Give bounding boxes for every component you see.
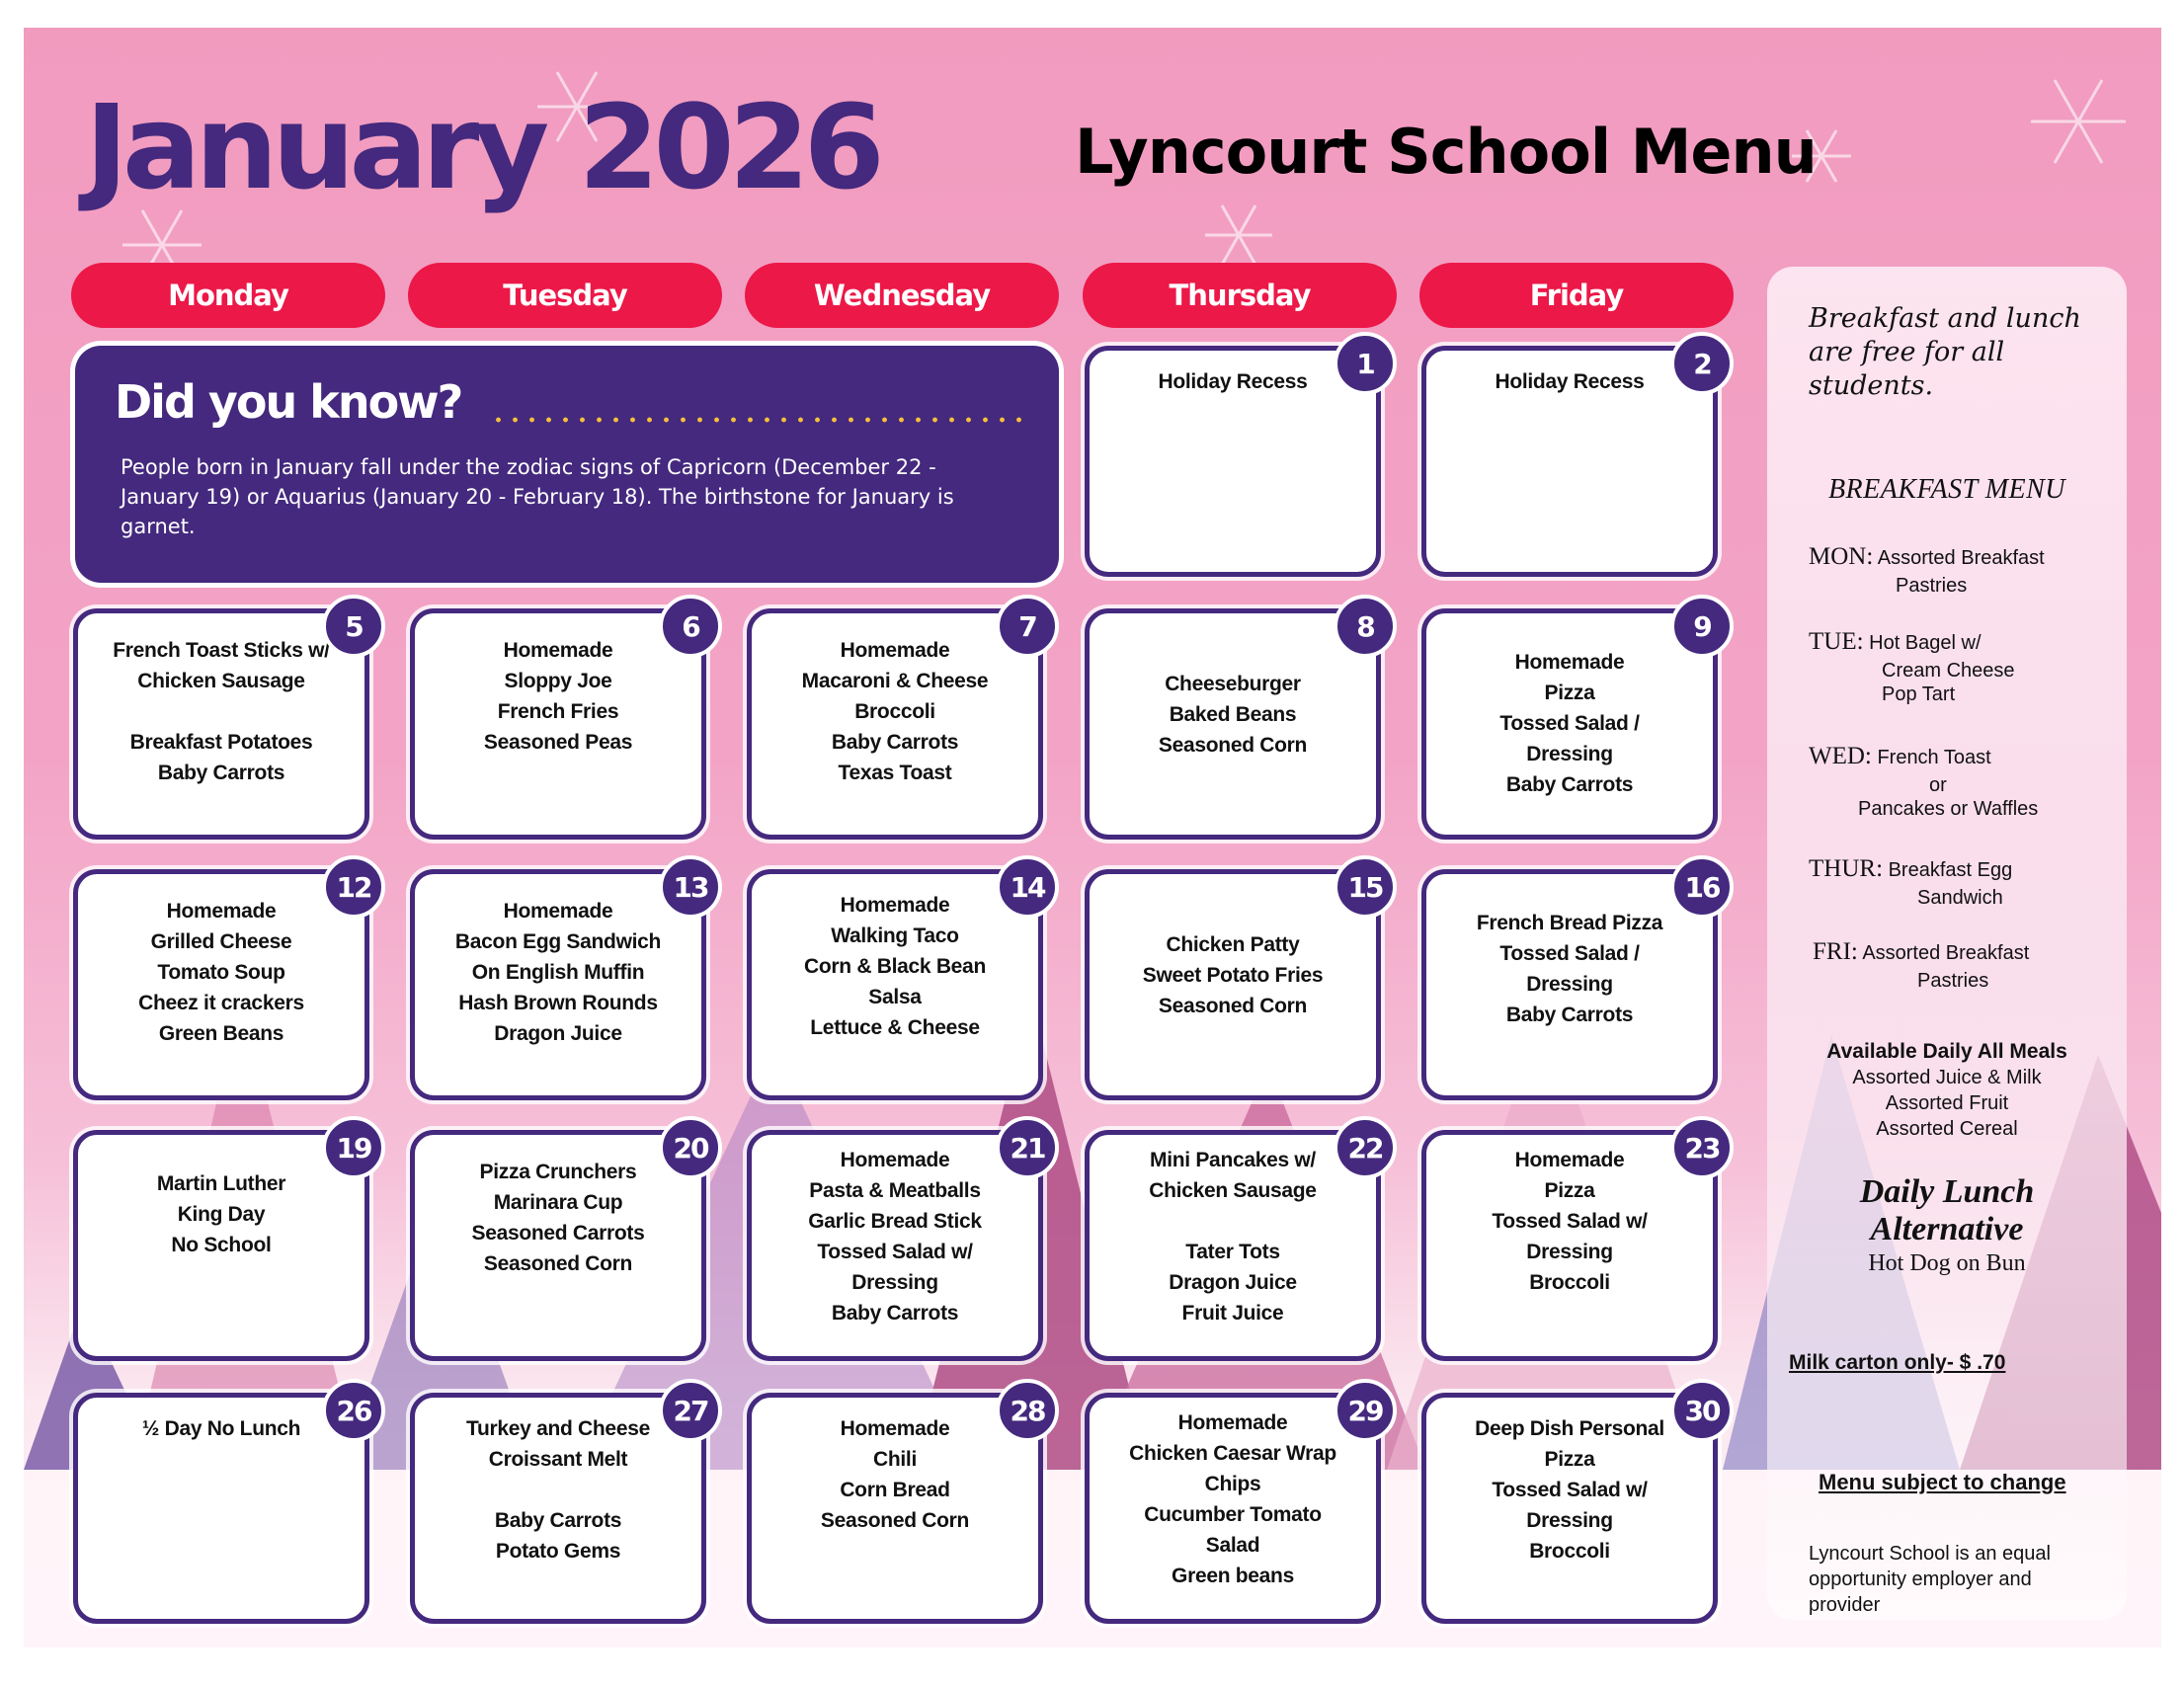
breakfast-day: THUR bbox=[1809, 855, 1877, 882]
milk-price: Milk carton only- $ .70 bbox=[1789, 1351, 2006, 1374]
breakfast-line: Cream Cheese bbox=[1882, 660, 2015, 682]
day-number-badge: 20 bbox=[659, 1116, 722, 1179]
day-number-badge: 8 bbox=[1334, 595, 1397, 658]
weekday-header-tuesday: Tuesday bbox=[408, 263, 722, 328]
school-title: Lyncourt School Menu bbox=[1075, 116, 1817, 188]
calendar-day-cell bbox=[410, 1130, 706, 1361]
breakfast-day: MON bbox=[1809, 543, 1867, 570]
breakfast-line: Breakfast Egg bbox=[1888, 859, 2013, 881]
breakfast-item-wed bbox=[1809, 743, 2105, 823]
day-menu-text: Homemade Macaroni & Cheese Broccoli Baby Carrots Texas Toast bbox=[801, 639, 989, 784]
breakfast-line: Pastries bbox=[1917, 970, 1989, 992]
calendar-day-cell bbox=[1085, 346, 1381, 577]
calendar-day-cell bbox=[747, 608, 1043, 840]
day-menu-text: Homemade Grilled Cheese Tomato Soup Cheez it crackers Green Beans bbox=[138, 900, 304, 1045]
daily-lunch-alternative bbox=[1767, 1173, 2127, 1278]
breakfast-line: or bbox=[1929, 774, 1947, 796]
info-sidebar bbox=[1767, 267, 2127, 1620]
day-number-badge: 29 bbox=[1334, 1379, 1397, 1442]
breakfast-line: Hot Bagel w/ bbox=[1869, 632, 1982, 654]
day-menu-text: Cheeseburger Baked Beans Seasoned Corn bbox=[1158, 673, 1308, 757]
colon: : bbox=[1856, 628, 1864, 655]
day-menu-text: Homemade Pasta & Meatballs Garlic Bread Stick Tossed Salad w/ Dressing Baby Carrots bbox=[808, 1149, 982, 1325]
calendar-day-cell bbox=[1085, 608, 1381, 840]
calendar-day-cell bbox=[410, 608, 706, 840]
day-menu-text: Homemade Walking Taco Corn & Black Bean Salsa Lettuce & Cheese bbox=[804, 894, 986, 1039]
colon: : bbox=[1876, 855, 1884, 882]
calendar-day-cell bbox=[1421, 1130, 1718, 1361]
calendar-day-cell bbox=[73, 1130, 369, 1361]
colon: : bbox=[1866, 543, 1874, 570]
day-menu-text: French Bread Pizza Tossed Salad / Dressing Baby Carrots bbox=[1476, 912, 1663, 1026]
lunch-alt-item: Hot Dog on Bun bbox=[1868, 1250, 2026, 1276]
day-menu-text: Homemade Chili Corn Bread Seasoned Corn bbox=[820, 1417, 970, 1532]
weekday-header-monday: Monday bbox=[71, 263, 385, 328]
day-menu-text: Mini Pancakes w/ Chicken Sausage Tater Tots Dragon Juice Fruit Juice bbox=[1149, 1149, 1317, 1325]
breakfast-line: Sandwich bbox=[1917, 887, 2003, 909]
calendar-day-cell bbox=[1085, 1393, 1381, 1624]
day-menu-text: Turkey and Cheese Croissant Melt Baby Carrots Potato Gems bbox=[466, 1417, 650, 1563]
day-menu-text: Homemade Sloppy Joe French Fries Seasoned Peas bbox=[483, 639, 633, 754]
day-menu-text: Martin Luther King Day No School bbox=[156, 1172, 286, 1256]
breakfast-line: Assorted Breakfast bbox=[1877, 547, 2045, 569]
available-item: Assorted Cereal bbox=[1876, 1118, 2018, 1140]
weekday-header-thursday: Thursday bbox=[1083, 263, 1397, 328]
breakfast-item-tue bbox=[1809, 628, 2105, 708]
calendar-day-cell bbox=[1421, 346, 1718, 577]
breakfast-item-thur bbox=[1809, 855, 2105, 912]
calendar-day-cell bbox=[1421, 869, 1718, 1100]
available-item: Assorted Fruit bbox=[1885, 1092, 2009, 1114]
day-menu-text: French Toast Sticks w/ Chicken Sausage Breakfast Potatoes Baby Carrots bbox=[113, 639, 330, 784]
day-number-badge: 30 bbox=[1670, 1379, 1734, 1442]
day-menu-text: ½ Day No Lunch bbox=[141, 1417, 301, 1440]
colon: : bbox=[1864, 743, 1872, 769]
snowflake-icon bbox=[1205, 205, 1272, 265]
breakfast-day: WED bbox=[1809, 743, 1865, 769]
menu-subject-to-change: Menu subject to change bbox=[1819, 1470, 2066, 1494]
day-number-badge: 22 bbox=[1334, 1116, 1397, 1179]
breakfast-line: Pastries bbox=[1896, 575, 1968, 597]
did-you-know-body: People born in January fall under the zodiac signs of Capricorn (December 22 - January 19) or Aquarius (January 20 - February 18). The birthstone for January is garnet. bbox=[121, 455, 954, 538]
calendar-day-cell bbox=[410, 1393, 706, 1624]
month-title: January 2026 bbox=[85, 79, 879, 215]
day-menu-text: Homemade Pizza Tossed Salad / Dressing Baby Carrots bbox=[1499, 651, 1640, 796]
day-number-badge: 5 bbox=[322, 595, 385, 658]
day-number-badge: 13 bbox=[659, 855, 722, 919]
day-number-badge: 1 bbox=[1334, 332, 1397, 395]
day-number-badge: 7 bbox=[996, 595, 1059, 658]
snowflake-icon bbox=[2031, 80, 2126, 163]
available-item: Assorted Juice & Milk bbox=[1852, 1067, 2042, 1088]
calendar-day-cell bbox=[747, 1130, 1043, 1361]
calendar-day-cell bbox=[747, 1393, 1043, 1624]
breakfast-day: TUE bbox=[1809, 628, 1857, 655]
day-menu-text: Holiday Recess bbox=[1158, 370, 1308, 393]
day-menu-text: Deep Dish Personal Pizza Tossed Salad w/ Dressing Broccoli bbox=[1475, 1417, 1664, 1563]
equal-opportunity-note: Lyncourt School is an equal opportunity employer and provider bbox=[1809, 1543, 2051, 1616]
breakfast-day: FRI bbox=[1813, 938, 1851, 965]
weekday-header-friday: Friday bbox=[1419, 263, 1734, 328]
day-number-badge: 19 bbox=[322, 1116, 385, 1179]
day-number-badge: 14 bbox=[996, 855, 1059, 919]
breakfast-line: Assorted Breakfast bbox=[1862, 942, 2030, 964]
day-number-badge: 26 bbox=[322, 1379, 385, 1442]
calendar-day-cell bbox=[73, 1393, 369, 1624]
calendar-day-cell bbox=[73, 869, 369, 1100]
day-number-badge: 12 bbox=[322, 855, 385, 919]
day-menu-text: Homemade Pizza Tossed Salad w/ Dressing Broccoli bbox=[1492, 1149, 1648, 1294]
calendar-day-cell bbox=[747, 869, 1043, 1100]
day-menu-text: Homemade Chicken Caesar Wrap Chips Cucumber Tomato Salad Green beans bbox=[1129, 1411, 1336, 1587]
day-menu-text: Homemade Bacon Egg Sandwich On English Muffin Hash Brown Rounds Dragon Juice bbox=[454, 900, 662, 1045]
day-number-badge: 16 bbox=[1670, 855, 1734, 919]
day-number-badge: 28 bbox=[996, 1379, 1059, 1442]
day-menu-text: Chicken Patty Sweet Potato Fries Seasoned Corn bbox=[1142, 933, 1324, 1017]
lunch-alt-title: Daily Lunch bbox=[1859, 1173, 2035, 1210]
lunch-alt-title: Alternative bbox=[1870, 1211, 2024, 1247]
calendar-day-cell bbox=[1421, 608, 1718, 840]
breakfast-item-fri bbox=[1813, 938, 2109, 995]
breakfast-item-mon bbox=[1809, 543, 2105, 600]
day-menu-text: Pizza Crunchers Marinara Cup Seasoned Carrots Seasoned Corn bbox=[471, 1161, 645, 1275]
calendar-day-cell bbox=[1085, 1130, 1381, 1361]
breakfast-menu-title: BREAKFAST MENU bbox=[1827, 474, 2066, 505]
breakfast-line: Pancakes or Waffles bbox=[1858, 798, 2039, 820]
day-number-badge: 21 bbox=[996, 1116, 1059, 1179]
breakfast-line: Pop Tart bbox=[1882, 683, 1956, 705]
day-number-badge: 15 bbox=[1334, 855, 1397, 919]
colon: : bbox=[1850, 938, 1858, 965]
available-daily-title: Available Daily All Meals bbox=[1826, 1040, 2067, 1063]
menu-page bbox=[24, 28, 2161, 1648]
day-menu-text: Holiday Recess bbox=[1495, 370, 1645, 393]
free-meals-note: Breakfast and lunch are free for all students. bbox=[1809, 303, 2081, 401]
weekday-header-wednesday: Wednesday bbox=[745, 263, 1059, 328]
day-number-badge: 9 bbox=[1670, 595, 1734, 658]
did-you-know-box bbox=[75, 346, 1059, 583]
calendar-day-cell bbox=[73, 608, 369, 840]
day-number-badge: 27 bbox=[659, 1379, 722, 1442]
available-daily bbox=[1767, 1039, 2127, 1142]
day-number-badge: 6 bbox=[659, 595, 722, 658]
calendar-day-cell bbox=[410, 869, 706, 1100]
day-number-badge: 2 bbox=[1670, 332, 1734, 395]
calendar-day-cell bbox=[1421, 1393, 1718, 1624]
dotted-divider bbox=[490, 417, 1023, 423]
day-number-badge: 23 bbox=[1670, 1116, 1734, 1179]
did-you-know-title: Did you know? bbox=[115, 375, 462, 429]
breakfast-line: French Toast bbox=[1877, 747, 1991, 768]
calendar-day-cell bbox=[1085, 869, 1381, 1100]
